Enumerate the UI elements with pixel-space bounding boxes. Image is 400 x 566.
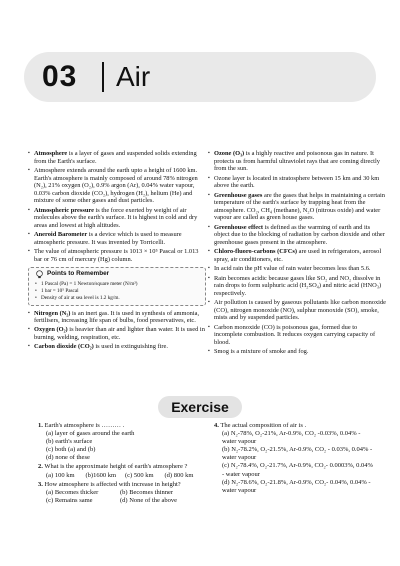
bullet-text: is a device which is used to measure atmospheric pressure. It was invented by Torricelli. bbox=[34, 231, 182, 246]
left-text-column bbox=[28, 150, 206, 353]
bullet-text: In acid rain the pH value of rain water becomes less than 5.6. bbox=[214, 265, 371, 273]
option-c[interactable]: (c) both (a) and (b) bbox=[46, 446, 96, 454]
bullet-text: are the gases that helps in maintaining a certain temperature of the earth's surface by trapping heat from the atmosphere. CO₂, CH₄ (methane), N₂O (nitrous oxide) and water vapour are called as green house gases. bbox=[214, 191, 385, 222]
bullet-item bbox=[28, 248, 206, 263]
option-d[interactable]: (d) 800 km bbox=[164, 471, 194, 479]
bullet-term: Ozone (O₃) bbox=[214, 150, 245, 157]
option-b[interactable]: (b)1600 km bbox=[85, 471, 117, 479]
note-title: Points to Remember bbox=[47, 270, 110, 278]
chapter-number: 03 bbox=[42, 60, 78, 93]
option-a[interactable]: (a) 100 km bbox=[46, 471, 75, 479]
bullet-item bbox=[28, 326, 206, 341]
bullet-term: Carbon dioxide (CO₂) bbox=[34, 343, 94, 351]
chapter-title: Air bbox=[116, 61, 151, 92]
option-d[interactable]: (d) None of the above bbox=[120, 496, 178, 504]
question-2: 2. What is the approximate height of earth's atmosphere ? (a) 100 km (b)1600 km (c) 500 km (d) 800 km bbox=[38, 463, 204, 479]
option-a[interactable]: (a) layer of gases around the earth bbox=[46, 430, 135, 438]
bullet-item bbox=[28, 231, 206, 246]
bullet-item bbox=[208, 324, 386, 347]
bullet-term: Nitrogen (N₂) bbox=[34, 309, 71, 317]
bullet-term: Aneroid Barometer bbox=[34, 231, 88, 239]
bullet-text: is a layer of gases and suspended solids extending from the Earth's surface. bbox=[34, 150, 197, 165]
bullet-term: Greenhouse effect bbox=[214, 223, 264, 231]
chapter-separator bbox=[102, 62, 104, 92]
exercise-heading: Exercise bbox=[158, 396, 242, 418]
bullet-item bbox=[28, 150, 206, 165]
option-b[interactable]: (b) N₂-78.2%, O₂-21.5%, Ar-0.9%, CO₂ - 0.03%, 0.04% - water vapour bbox=[222, 446, 373, 462]
option-d[interactable]: (d) N₂-78.6%, O₂-21.8%, Ar-0.9%, CO₂- 0.04%, 0.04% - water vapour bbox=[222, 478, 371, 494]
exercise-right-column bbox=[214, 422, 374, 496]
bullet-text: is the force exerted by weight of air molecules above the earth's surface. It is highest in cold and dry areas and lowest at high altitudes. bbox=[34, 206, 198, 229]
bullet-text: Air pollution is caused by gaseous pollutants like carbon monoxide (CO), nitrogen monoxide (NO), sulphur monoxide (SO), smoke, mists and by suspended particles. bbox=[214, 299, 386, 322]
bullet-term: Atmosphere bbox=[34, 150, 68, 157]
bullet-item bbox=[28, 310, 206, 325]
bullet-text: Ozone layer is located in stratosphere between 15 km and 30 km above the earth. bbox=[214, 174, 380, 190]
bullet-item bbox=[208, 348, 386, 356]
note-item: • 1 Pascal (Pa) = 1 Newton/square meter (N/m²) bbox=[35, 281, 201, 288]
bullet-item bbox=[208, 150, 386, 173]
bullet-text: are used in refrigerators, aerosol spray, air conditioners, etc. bbox=[214, 248, 382, 263]
question-4: 4. The actual composition of air is . (a) N₂-78%, O₂-21%, Ar-0.9%, CO₂ -0.03%, 0.04% - water vapour (b) N₂-78.2%, O₂-21.5%, Ar-0.9%, CO₂ - 0.03%, 0.04% - water vapour (c) N₂-78.4%, O₂-21.7%, Ar-0.9%, CO₂- 0.0003%, 0.04% - water vapour (d) N₂-78.6%, O₂-21.8%, Ar-0.9%, CO₂- 0.04%, 0.04% - water vapour bbox=[214, 422, 373, 494]
bullet-item bbox=[28, 343, 206, 351]
option-b[interactable]: (b) Becomes thinner bbox=[120, 488, 174, 496]
bullet-text: is an inert gas. It is used in synthesis of ammonia, fertilisers, increasing life span of bulbs, food preservatives, etc. bbox=[34, 309, 200, 325]
points-to-remember-box bbox=[28, 267, 206, 306]
bullet-text: Atmosphere extends around the earth upto a height of 1600 km. Earth's atmosphere is mainly composed of around 78% nitrogen (N₂), 21% oxygen (O₂), 0.9% argon (Ar), 0.04% water vapour, 0.03% carbon dioxide (CO₂), hydrogen (H₂), helium (He) and mixture of some other gases and dust particles. bbox=[34, 166, 198, 205]
note-item: • Density of air at sea level is 1.2 kg/m. bbox=[35, 295, 201, 302]
bullet-term: Oxygen (O₂) bbox=[34, 326, 68, 334]
bullet-term: Atmospheric pressure bbox=[34, 206, 94, 214]
bullet-item bbox=[28, 167, 206, 205]
bullet-item bbox=[208, 275, 386, 298]
chapter-header bbox=[24, 52, 376, 102]
note-item: • 1 bar = 10⁵ Pascal bbox=[35, 288, 201, 295]
left-bullet-list bbox=[28, 150, 206, 264]
bullet-text: Smog is a mixture of smoke and fog. bbox=[214, 348, 309, 356]
bullet-item bbox=[28, 207, 206, 230]
bullet-item bbox=[208, 192, 386, 222]
bullet-text: is heavier than air and lighter than water. It is used in burning, welding, respiration, etc. bbox=[34, 326, 205, 342]
bullet-text: The value of atmospheric pressure is 1013 × 10⁵ Pascal or 1.013 bar or 76 cm of mercury (Hg) column. bbox=[34, 248, 199, 263]
question-1: 1. Earth's atmosphere is ……… . (a) layer of gases around the earth (b) earth's surface (c) both (a) and (b) (d) none of these bbox=[38, 422, 204, 462]
bullet-text: is a highly reactive and poisonous gas in nature. It protects us from harmful ultraviolet rays that are coming directly from the sun. bbox=[214, 150, 380, 173]
bullet-text: is used in extinguishing fire. bbox=[93, 343, 168, 351]
bullet-item bbox=[208, 224, 386, 247]
bullet-item bbox=[208, 248, 386, 263]
bullet-text: is defined as the warming of earth and its object due to the blocking of radiation by carbon dioxide and other greenhouse gases present in the atmosphere. bbox=[214, 223, 385, 246]
bullet-text: Rain becomes acidic because gases like SO₂ and NO₂ dissolve in rain drops to form sulphuric acid (H₂SO₄) and nitric acid (HNO₃) respectively. bbox=[214, 274, 382, 297]
exercise-left-column bbox=[38, 422, 204, 506]
bullet-text: Carbon monoxide (CO) is poisonous gas, formed due to incomplete combustion. It reduces oxygen carrying capacity of blood. bbox=[214, 323, 376, 347]
option-d[interactable]: (d) none of these bbox=[46, 454, 90, 462]
bullet-item bbox=[208, 265, 386, 273]
option-b[interactable]: (b) earth's surface bbox=[46, 438, 93, 446]
option-c[interactable]: (c) 500 km bbox=[125, 471, 154, 479]
bullet-term: Greenhouse gases bbox=[214, 191, 263, 199]
option-a[interactable]: (a) N₂-78%, O₂-21%, Ar-0.9%, CO₂ -0.03%, 0.04% - water vapour bbox=[222, 430, 361, 446]
question-3: 3. How atmosphere is affected with increase in height? (a) Becomes thicker (b) Becomes thinner (c) Remains same (d) None of the above bbox=[38, 481, 204, 505]
option-c[interactable]: (c) N₂-78.4%, O₂-21.7%, Ar-0.9%, CO₂- 0.0003%, 0.04% - water vapour bbox=[222, 462, 373, 478]
right-bullet-list bbox=[208, 150, 386, 356]
bullet-item bbox=[208, 175, 386, 190]
bullet-item bbox=[208, 299, 386, 322]
option-c[interactable]: (c) Remains same bbox=[46, 496, 93, 504]
option-a[interactable]: (a) Becomes thicker bbox=[46, 488, 99, 496]
bullet-term: Chloro-fluoro-carbons (CFCs) bbox=[214, 248, 298, 256]
right-text-column bbox=[208, 150, 386, 358]
left-bullet-list-2 bbox=[28, 310, 206, 352]
lightbulb-icon bbox=[35, 270, 44, 279]
